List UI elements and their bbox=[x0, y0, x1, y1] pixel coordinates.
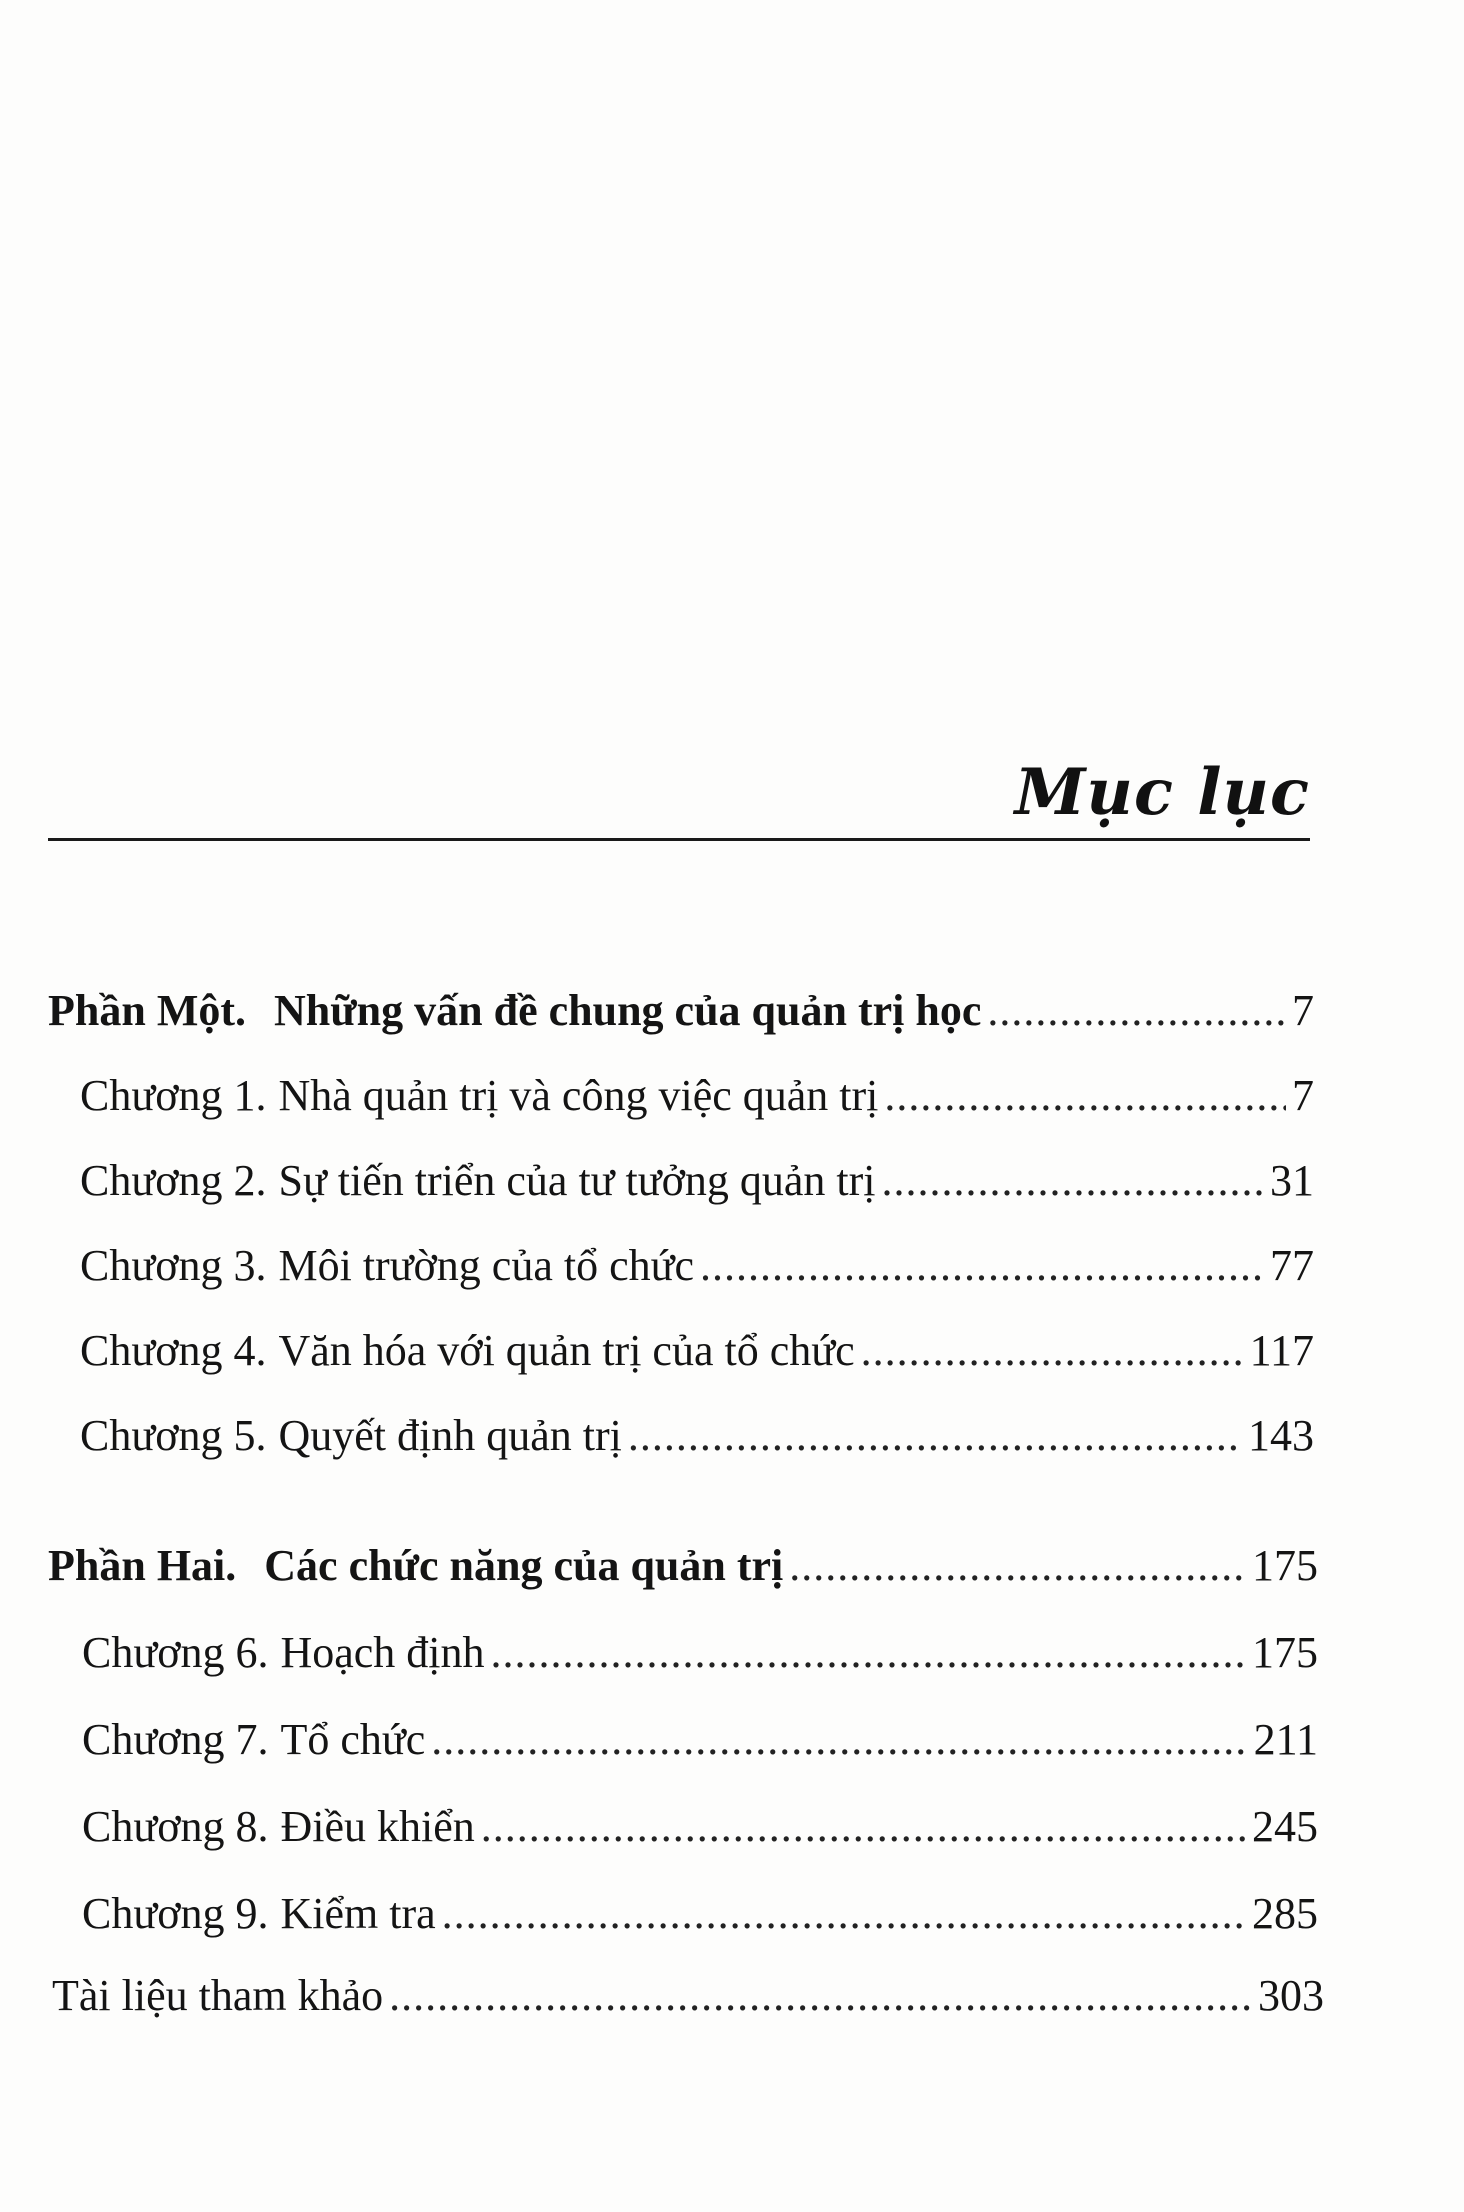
toc-chapter-3[interactable] bbox=[80, 1240, 1314, 1292]
dot-leader bbox=[628, 1410, 1242, 1462]
toc-chapter-6[interactable] bbox=[82, 1627, 1318, 1679]
dot-leader bbox=[389, 1970, 1252, 2022]
chapter-title: Điều khiển bbox=[280, 1802, 475, 1851]
dot-leader bbox=[884, 1070, 1286, 1122]
chapter-number: Chương 1. bbox=[80, 1071, 267, 1120]
part-title: Những vấn đề chung của quản trị học bbox=[274, 986, 982, 1035]
chapter-number: Chương 2. bbox=[80, 1156, 267, 1205]
chapter-title: Môi trường của tổ chức bbox=[278, 1241, 694, 1290]
toc-part-2[interactable] bbox=[48, 1540, 1318, 1592]
dot-leader bbox=[987, 985, 1286, 1037]
chapter-number: Chương 4. bbox=[80, 1326, 267, 1375]
toc-chapter-9[interactable] bbox=[82, 1888, 1318, 1940]
dot-leader bbox=[861, 1325, 1244, 1377]
toc-chapter-7[interactable] bbox=[82, 1714, 1318, 1766]
chapter-title: Kiểm tra bbox=[280, 1889, 436, 1938]
page-number: 77 bbox=[1270, 1241, 1314, 1290]
toc-chapter-4[interactable] bbox=[80, 1325, 1314, 1377]
page-number: 7 bbox=[1292, 986, 1314, 1035]
chapter-title: Hoạch định bbox=[280, 1628, 485, 1677]
chapter-title: Tổ chức bbox=[280, 1715, 426, 1764]
page-number: 303 bbox=[1258, 1971, 1324, 2020]
page-number: 143 bbox=[1248, 1411, 1314, 1460]
toc-part-1[interactable] bbox=[48, 985, 1314, 1037]
page-number: 7 bbox=[1292, 1071, 1314, 1120]
chapter-title: Quyết định quản trị bbox=[278, 1411, 622, 1460]
dot-leader bbox=[491, 1627, 1246, 1679]
chapter-number: Chương 5. bbox=[80, 1411, 267, 1460]
chapter-title: Sự tiến triển của tư tưởng quản trị bbox=[278, 1156, 876, 1205]
part-title: Các chức năng của quản trị bbox=[264, 1541, 784, 1590]
page-number: 211 bbox=[1253, 1715, 1318, 1764]
toc-chapter-5[interactable] bbox=[80, 1410, 1314, 1462]
page-number: 175 bbox=[1252, 1628, 1318, 1677]
page-number: 175 bbox=[1252, 1541, 1318, 1590]
chapter-number: Chương 7. bbox=[82, 1715, 269, 1764]
chapter-number: Chương 8. bbox=[82, 1802, 269, 1851]
page-number: 117 bbox=[1249, 1326, 1314, 1375]
page-number: 245 bbox=[1252, 1802, 1318, 1851]
dot-leader bbox=[700, 1240, 1264, 1292]
dot-leader bbox=[789, 1540, 1246, 1592]
references-title: Tài liệu tham khảo bbox=[52, 1971, 384, 2020]
dot-leader bbox=[442, 1888, 1246, 1940]
page-number: 285 bbox=[1252, 1889, 1318, 1938]
dot-leader bbox=[481, 1801, 1246, 1853]
chapter-number: Chương 3. bbox=[80, 1241, 267, 1290]
toc-heading: Mục lục bbox=[1014, 755, 1310, 830]
toc-chapter-8[interactable] bbox=[82, 1801, 1318, 1853]
chapter-number: Chương 6. bbox=[82, 1628, 269, 1677]
toc-references[interactable] bbox=[52, 1970, 1324, 2022]
chapter-number: Chương 9. bbox=[82, 1889, 269, 1938]
toc-chapter-1[interactable] bbox=[80, 1070, 1314, 1122]
chapter-title: Văn hóa với quản trị của tổ chức bbox=[278, 1326, 855, 1375]
heading-rule bbox=[48, 838, 1310, 841]
page-number: 31 bbox=[1270, 1156, 1314, 1205]
toc-chapter-2[interactable] bbox=[80, 1155, 1314, 1207]
dot-leader bbox=[431, 1714, 1247, 1766]
dot-leader bbox=[882, 1155, 1265, 1207]
chapter-title: Nhà quản trị và công việc quản trị bbox=[278, 1071, 879, 1120]
part-number: Phần Một. bbox=[48, 986, 246, 1035]
part-number: Phần Hai. bbox=[48, 1541, 237, 1590]
